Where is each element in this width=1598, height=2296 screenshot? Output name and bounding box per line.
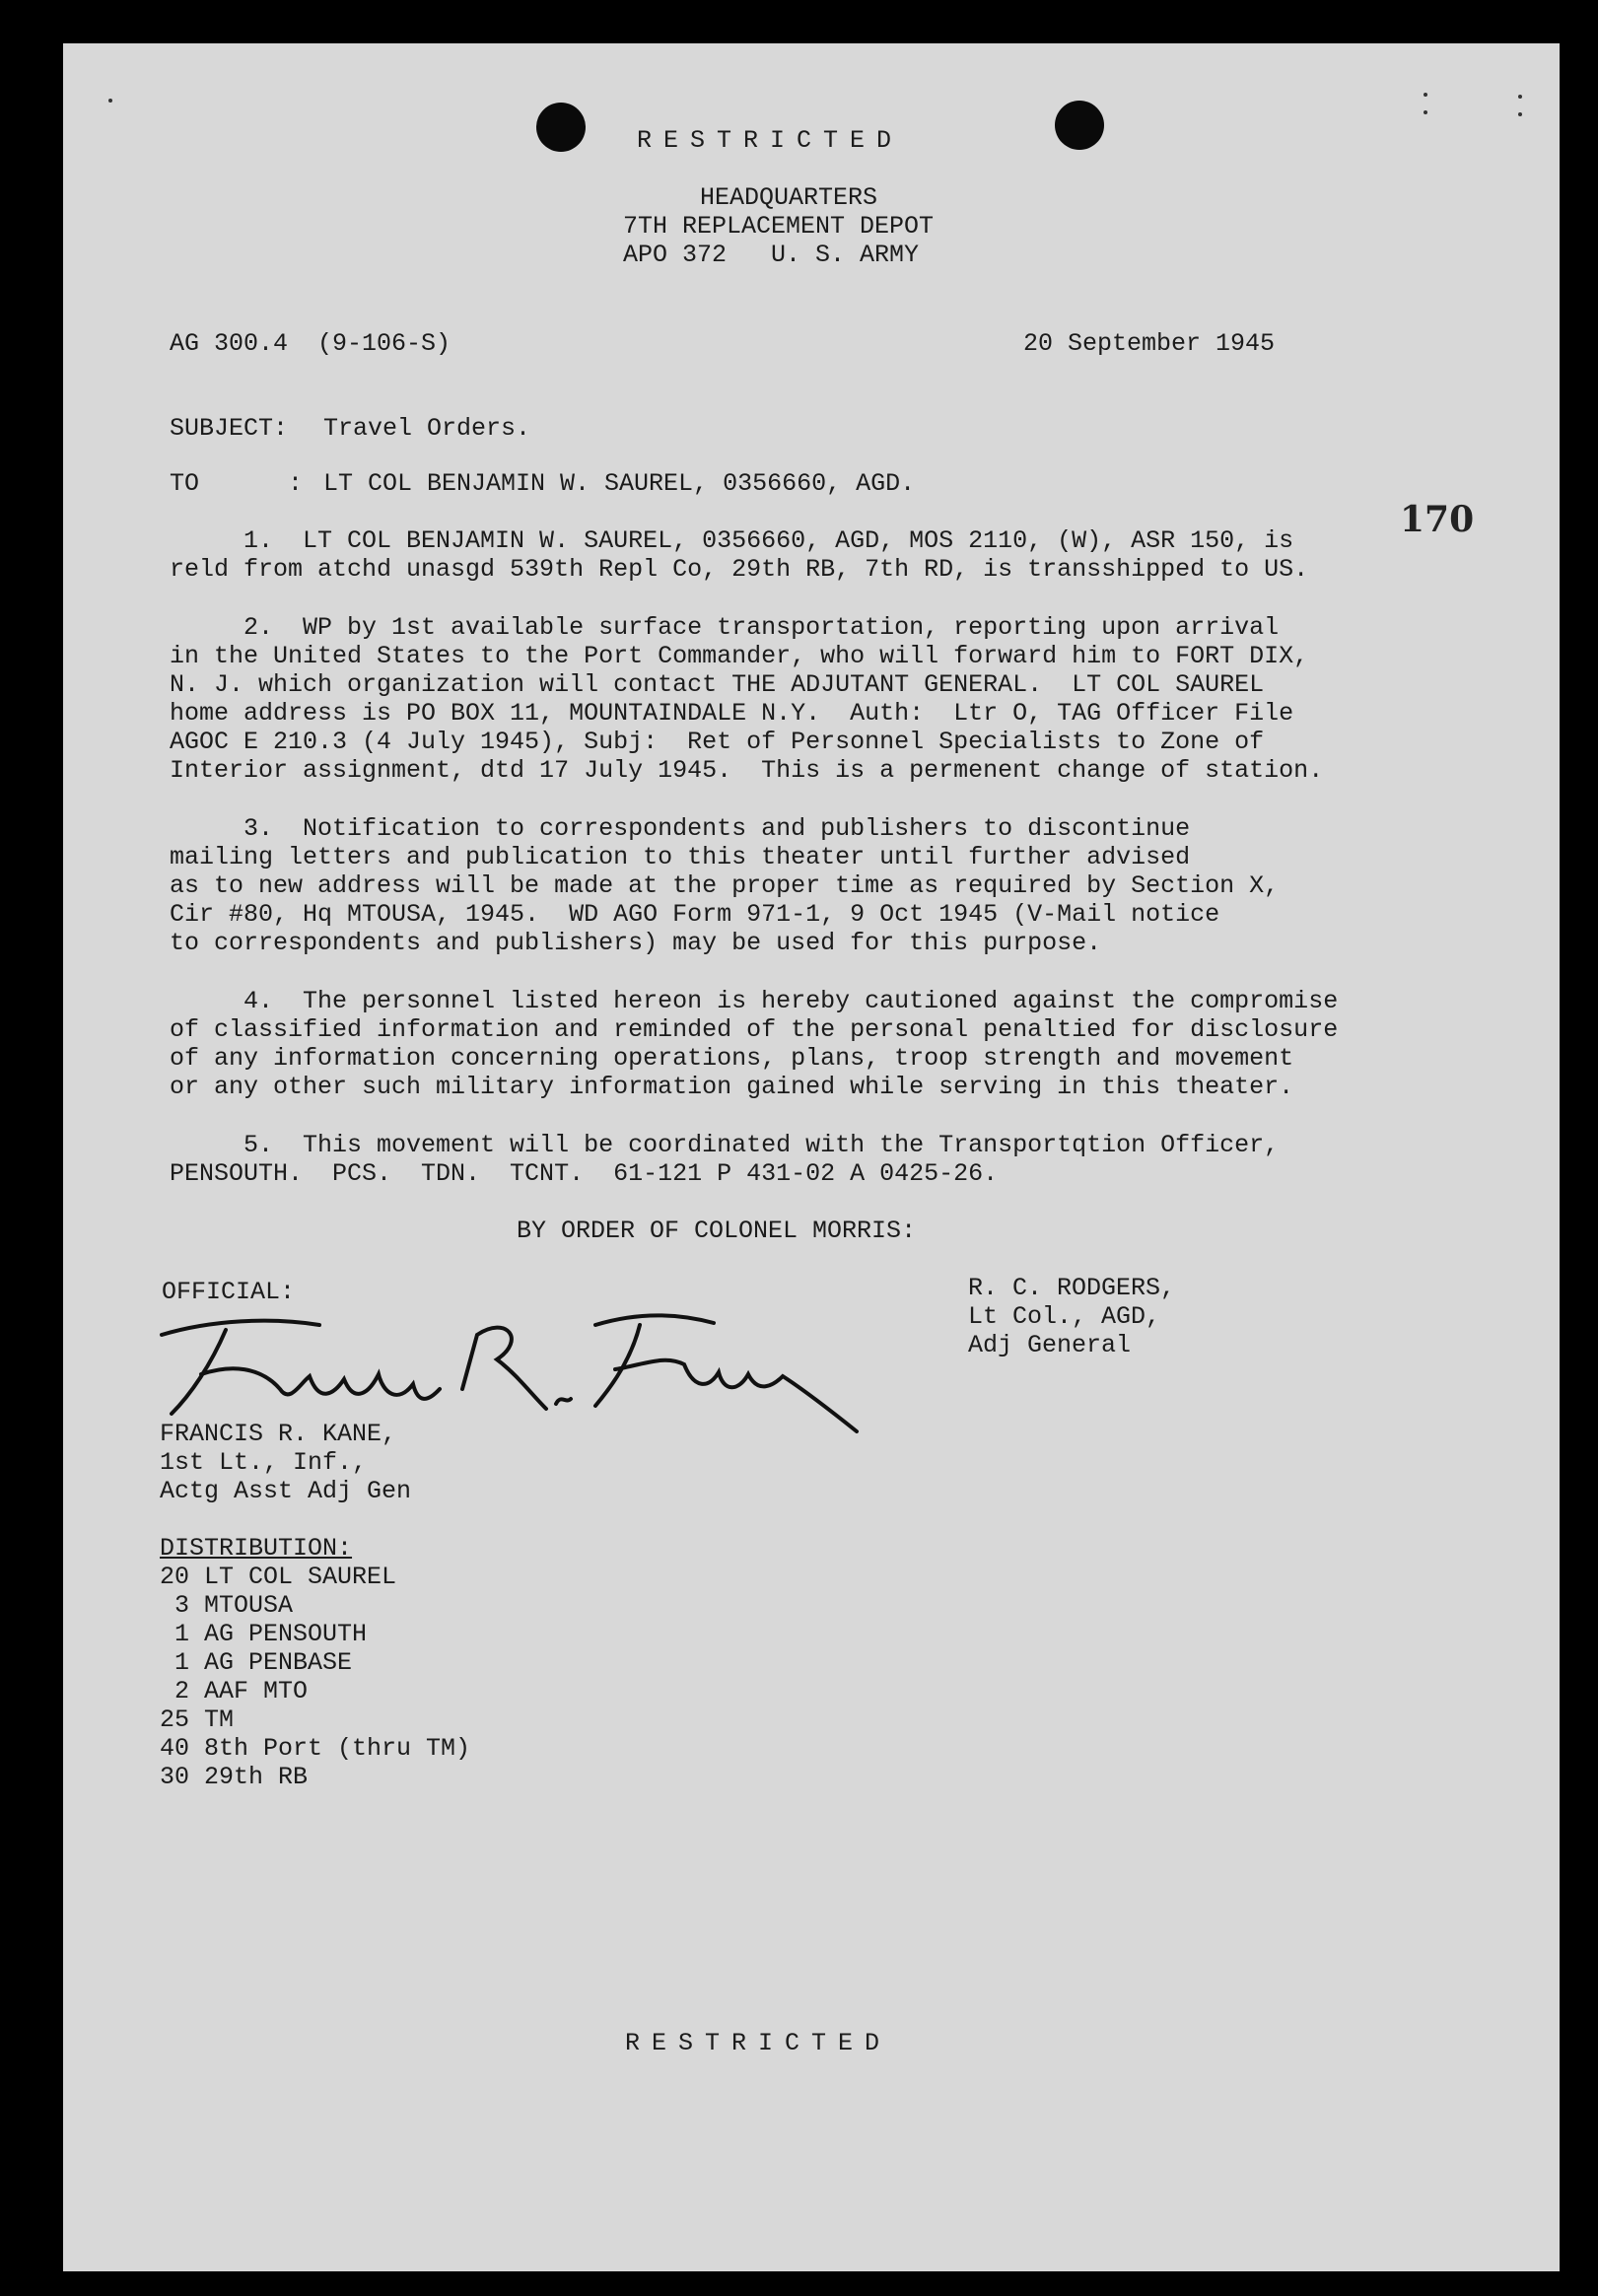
paragraph-line: reld from atchd unasgd 539th Repl Co, 29th RB, 7th RD, is transshipped to US.	[170, 555, 1309, 584]
reference-number: AG 300.4 (9-106-S)	[170, 329, 452, 358]
punch-hole-left	[536, 103, 586, 152]
page-speck	[1518, 112, 1522, 116]
page-speck	[1424, 93, 1427, 97]
unit-line-1: HEADQUARTERS	[700, 183, 878, 212]
paragraph-line: PENSOUTH. PCS. TDN. TCNT. 61-121 P 431-02 A 0425-26.	[170, 1159, 999, 1188]
commander-name: R. C. RODGERS,	[968, 1274, 1176, 1302]
distribution-item: 1 AG PENBASE	[160, 1648, 353, 1677]
paragraph-line: AGOC E 210.3 (4 July 1945), Subj: Ret of Personnel Specialists to Zone of	[170, 728, 1265, 756]
subject-value: Travel Orders.	[323, 414, 531, 443]
paragraph-line: or any other such military information gained while serving in this theater.	[170, 1073, 1294, 1101]
document-date: 20 September 1945	[1023, 329, 1276, 358]
handwritten-signature	[132, 1295, 881, 1433]
distribution-item: 20 LT COL SAUREL	[160, 1563, 397, 1591]
by-order-line: BY ORDER OF COLONEL MORRIS:	[517, 1217, 917, 1245]
paragraph-line: 2. WP by 1st available surface transportation, reporting upon arrival	[170, 613, 1280, 642]
paragraph-line: N. J. which organization will contact THE ADJUTANT GENERAL. LT COL SAUREL	[170, 670, 1265, 699]
paragraph-line: as to new address will be made at the proper time as required by Section X,	[170, 871, 1280, 900]
subject-label: SUBJECT:	[170, 414, 289, 443]
document-page	[63, 43, 1560, 2271]
distribution-title: DISTRIBUTION:	[160, 1534, 353, 1563]
paragraph-line: home address is PO BOX 11, MOUNTAINDALE N.Y. Auth: Ltr O, TAG Officer File	[170, 699, 1294, 728]
distribution-item: 3 MTOUSA	[160, 1591, 294, 1620]
paragraph-line: 4. The personnel listed hereon is hereby cautioned against the compromise	[170, 987, 1339, 1015]
to-label: TO :	[170, 469, 304, 498]
paragraph-line: 1. LT COL BENJAMIN W. SAUREL, 0356660, AGD, MOS 2110, (W), ASR 150, is	[170, 526, 1294, 555]
paragraph-line: 5. This movement will be coordinated with the Transportqtion Officer,	[170, 1131, 1280, 1159]
paragraph-line: mailing letters and publication to this theater until further advised	[170, 843, 1191, 871]
paragraph-line: in the United States to the Port Commander, who will forward him to FORT DIX,	[170, 642, 1309, 670]
paragraph-line: of classified information and reminded of the personal penaltied for disclosure	[170, 1015, 1339, 1044]
page-speck	[108, 99, 112, 103]
paragraph-line: Interior assignment, dtd 17 July 1945. This is a permenent change of station.	[170, 756, 1324, 785]
classification-top: RESTRICTED	[637, 126, 904, 155]
distribution-item: 1 AG PENSOUTH	[160, 1620, 368, 1648]
classification-bottom: RESTRICTED	[625, 2029, 892, 2057]
distribution-item: 25 TM	[160, 1705, 235, 1734]
paragraph-line: of any information concerning operations, plans, troop strength and movement	[170, 1044, 1294, 1073]
commander-rank: Lt Col., AGD,	[968, 1302, 1161, 1331]
official-label: OFFICIAL:	[162, 1278, 296, 1306]
commander-title: Adj General	[968, 1331, 1132, 1359]
punch-hole-right	[1055, 101, 1104, 150]
unit-line-2: 7TH REPLACEMENT DEPOT	[623, 212, 935, 241]
signer-title: Actg Asst Adj Gen	[160, 1477, 412, 1505]
to-value: LT COL BENJAMIN W. SAUREL, 0356660, AGD.	[323, 469, 916, 498]
paragraph-line: Cir #80, Hq MTOUSA, 1945. WD AGO Form 971-1, 9 Oct 1945 (V-Mail notice	[170, 900, 1220, 929]
distribution-item: 40 8th Port (thru TM)	[160, 1734, 471, 1763]
signer-rank: 1st Lt., Inf.,	[160, 1448, 368, 1477]
signer-name: FRANCIS R. KANE,	[160, 1420, 397, 1448]
unit-line-3: APO 372 U. S. ARMY	[623, 241, 920, 269]
page-speck	[1518, 95, 1522, 99]
distribution-item: 2 AAF MTO	[160, 1677, 309, 1705]
paragraph-line: 3. Notification to correspondents and publishers to discontinue	[170, 814, 1191, 843]
page-speck	[1424, 110, 1427, 114]
page-number-stamp: 170	[1400, 499, 1475, 540]
paragraph-line: to correspondents and publishers) may be used for this purpose.	[170, 929, 1102, 957]
distribution-item: 30 29th RB	[160, 1763, 309, 1791]
